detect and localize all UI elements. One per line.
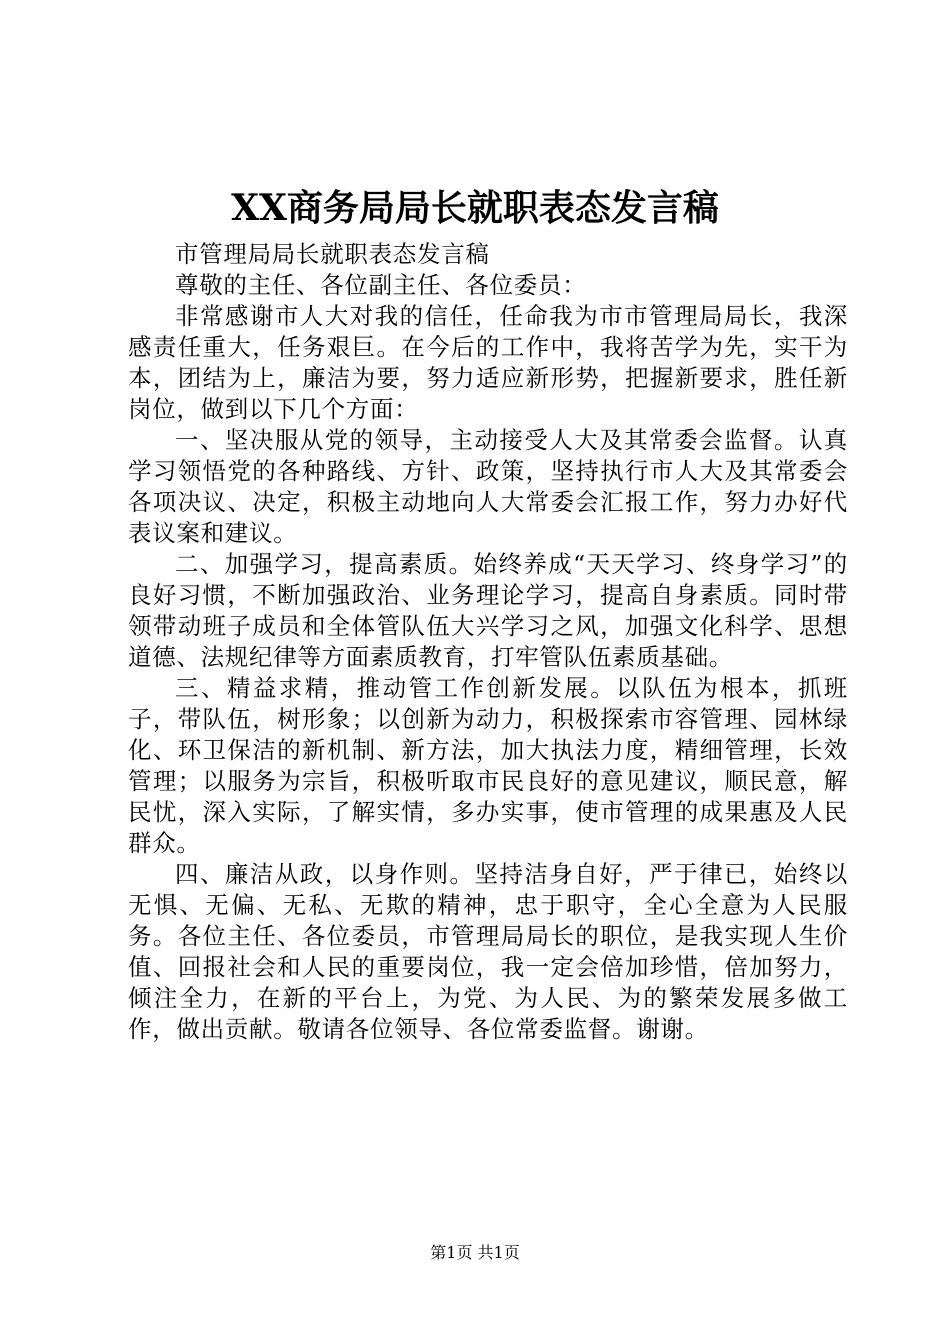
document-title: XX商务局局长就职表态发言稿 [231,187,719,229]
document-body [128,239,848,1045]
page-number-footer: 第1页 共1页 [430,1243,520,1262]
paragraph-intro: 非常感谢市人大对我的信任，任命我为市市管理局局长，我深感责任重大，任务艰巨。在今后的工作中，我将苦学为先，实干为本，团结为上，廉洁为要，努力适应新形势，把握新要求，胜任新岗位，做到以下几个方面： [128,302,848,423]
paragraph-point-4: 四、廉洁从政，以身作则。坚持洁身自好，严于律已，始终以无惧、无偏、无私、无欺的精神，忠于职守，全心全意为人民服务。各位主任、各位委员，市管理局局长的职位，是我实现人生价值、回报社会和人民的重要岗位，我一定会倍加珍惜，倍加努力，倾注全力，在新的平台上，为党、为人民、为的繁荣发展多做工作，做出贡献。敬请各位领导、各位常委监督。谢谢。 [128,860,848,1043]
paragraph-point-2: 二、加强学习，提高素质。始终养成“天天学习、终身学习”的良好习惯，不断加强政治、业务理论学习，提高自身素质。同时带领带动班子成员和全体管队伍大兴学习之风，加强文化科学、思想道德、法规纪律等方面素质教育，打牢管队伍素质基础。 [128,550,848,671]
paragraph-salutation: 尊敬的主任、各位副主任、各位委员： [175,271,587,299]
paragraph-subtitle: 市管理局局长就职表态发言稿 [175,240,490,268]
paragraph-point-1: 一、坚决服从党的领导，主动接受人大及其常委会监督。认真学习领悟党的各种路线、方针、政策，坚持执行市人大及其常委会各项决议、决定，积极主动地向人大常委会汇报工作，努力办好代表议案和建议。 [128,426,848,547]
paragraph-point-3: 三、精益求精，推动管工作创新发展。以队伍为根本，抓班子，带队伍，树形象；以创新为动力，积极探索市容管理、园林绿化、环卫保洁的新机制、新方法，加大执法力度，精细管理，长效管理；以服务为宗旨，积极听取市民良好的意见建议，顺民意，解民忧，深入实际，了解实情，多办实事，使市管理的成果惠及人民群众。 [128,674,848,857]
